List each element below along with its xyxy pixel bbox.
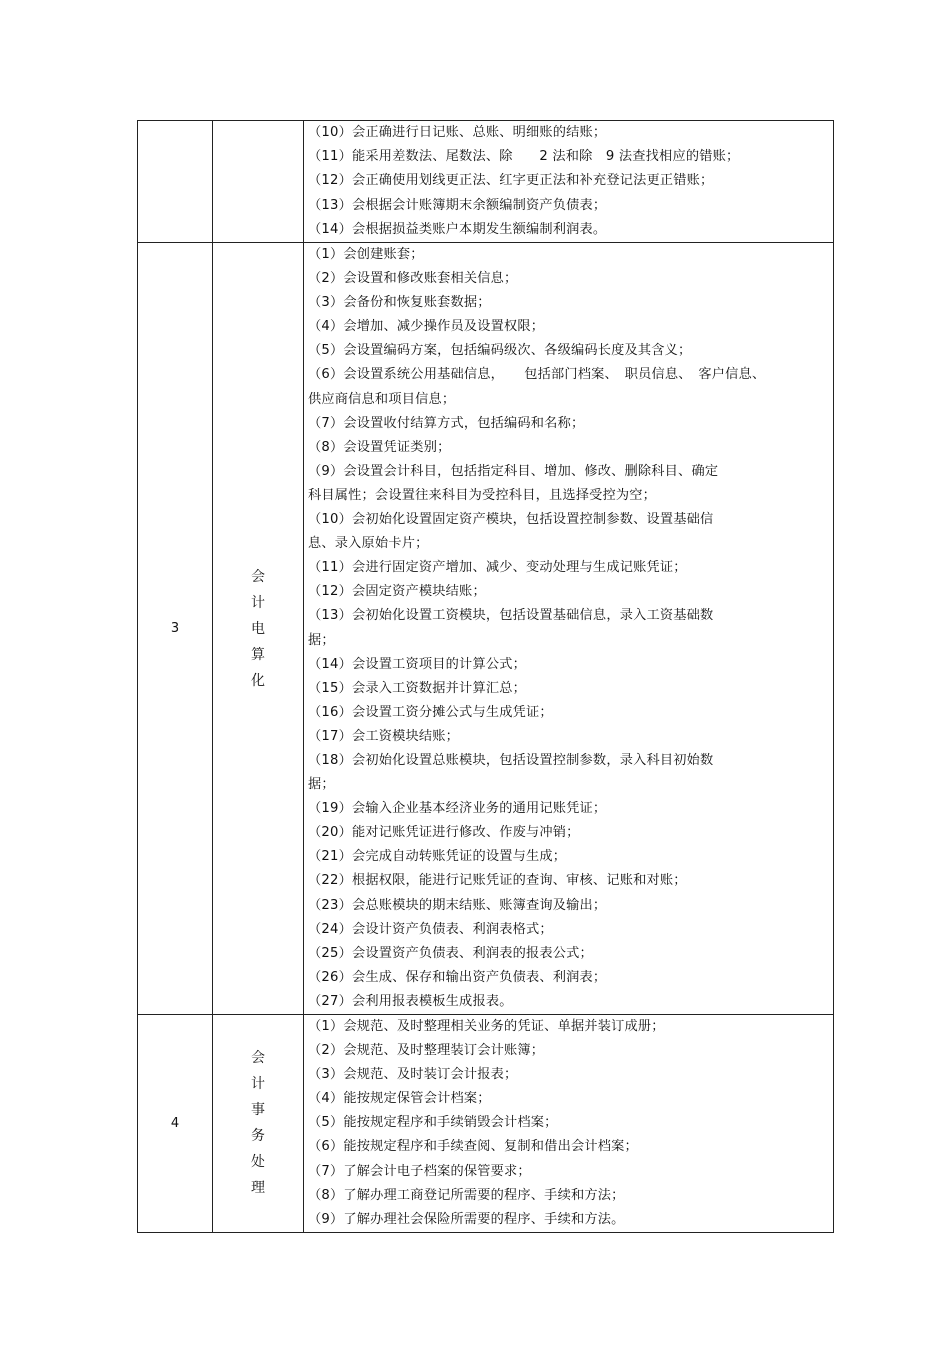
item-line: （4）会增加、减少操作员及设置权限； bbox=[308, 319, 545, 335]
item-line: （2）会规范、及时整理装订会计账簿； bbox=[308, 1043, 545, 1059]
row-items bbox=[304, 1015, 834, 1233]
item-line: （19）会输入企业基本经济业务的通用记账凭证； bbox=[308, 801, 607, 817]
topic-char: 理 bbox=[251, 1180, 265, 1197]
row-number bbox=[138, 121, 213, 243]
row-topic bbox=[213, 243, 304, 1015]
item-line: （9）了解办理社会保险所需要的程序、手续和方法。 bbox=[308, 1211, 625, 1227]
item-line: 据； bbox=[308, 632, 335, 648]
topic-char: 计 bbox=[251, 594, 265, 611]
item-line: （8）了解办理工商登记所需要的程序、手续和方法； bbox=[308, 1187, 625, 1203]
topic-char: 计 bbox=[251, 1076, 265, 1093]
item-line: 据； bbox=[308, 777, 335, 793]
row-items bbox=[304, 121, 834, 243]
item-line: （26）会生成、保存和输出资产负债表、利润表； bbox=[308, 969, 607, 985]
item-line: （6）会设置系统公用基础信息， 包括部门档案、 职员信息、 客户信息、 bbox=[308, 367, 766, 383]
row-number: 4 bbox=[138, 1015, 213, 1233]
topic-char: 务 bbox=[251, 1128, 265, 1145]
item-line: （3）会备份和恢复账套数据； bbox=[308, 295, 491, 311]
item-line: （10）会正确进行日记账、总账、明细账的结账； bbox=[308, 125, 607, 141]
topic-char: 会 bbox=[251, 568, 265, 585]
item-line: 息、录入原始卡片； bbox=[308, 536, 429, 552]
item-line: （1）会创建账套； bbox=[308, 247, 424, 262]
table-row-4 bbox=[138, 1015, 834, 1233]
item-line: （14）会根据损益类账户本期发生额编制利润表。 bbox=[308, 221, 607, 237]
item-line: （7）了解会计电子档案的保管要求； bbox=[308, 1163, 531, 1179]
item-line: （8）会设置凭证类别； bbox=[308, 439, 451, 455]
item-line: （11）能采用差数法、尾数法、除 2 法和除 9 法查找相应的错账； bbox=[308, 149, 740, 165]
item-line: （22）根据权限，能进行记账凭证的查询、审核、记账和对账； bbox=[308, 873, 687, 889]
row-topic bbox=[213, 121, 304, 243]
topic-char: 化 bbox=[251, 672, 265, 689]
item-line: （6）能按规定程序和手续查阅、复制和借出会计档案； bbox=[308, 1139, 638, 1155]
topic-char: 算 bbox=[251, 646, 265, 663]
item-line: （11）会进行固定资产增加、减少、变动处理与生成记账凭证； bbox=[308, 560, 687, 576]
item-line: （5）能按规定程序和手续销毁会计档案； bbox=[308, 1115, 558, 1131]
item-line: （3）会规范、及时装订会计报表； bbox=[308, 1067, 518, 1083]
item-line: （7）会设置收付结算方式，包括编码和名称； bbox=[308, 415, 585, 431]
item-line: （13）会初始化设置工资模块，包括设置基础信息，录入工资基础数 bbox=[308, 608, 714, 624]
topic-char: 事 bbox=[251, 1102, 265, 1119]
item-line: （12）会固定资产模块结账； bbox=[308, 584, 486, 600]
item-line: （21）会完成自动转账凭证的设置与生成； bbox=[308, 849, 567, 865]
item-line: （23）会总账模块的期末结账、账簿查询及输出； bbox=[308, 897, 607, 913]
item-line: （1）会规范、及时整理相关业务的凭证、单据并装订成册； bbox=[308, 1019, 665, 1034]
row-items bbox=[304, 243, 834, 1015]
item-line: （9）会设置会计科目，包括指定科目、增加、修改、删除科目、确定 bbox=[308, 463, 719, 479]
topic-char: 处 bbox=[251, 1154, 265, 1171]
item-line: （16）会设置工资分摊公式与生成凭证； bbox=[308, 704, 553, 720]
topic-char: 会 bbox=[251, 1050, 265, 1067]
item-line: （2）会设置和修改账套相关信息； bbox=[308, 271, 518, 287]
item-line: （4）能按规定保管会计档案； bbox=[308, 1091, 491, 1107]
item-line: （14）会设置工资项目的计算公式； bbox=[308, 656, 526, 672]
item-line: （18）会初始化设置总账模块，包括设置控制参数，录入科目初始数 bbox=[308, 752, 714, 768]
item-line: （24）会设计资产负债表、利润表格式； bbox=[308, 921, 553, 937]
item-line: （12）会正确使用划线更正法、红字更正法和补充登记法更正错账； bbox=[308, 173, 714, 189]
table-row-continued bbox=[138, 121, 834, 243]
row-number: 3 bbox=[138, 243, 213, 1015]
item-line: （5）会设置编码方案，包括编码级次、各级编码长度及其含义； bbox=[308, 343, 692, 359]
row-topic bbox=[213, 1015, 304, 1233]
item-line: （13）会根据会计账簿期末余额编制资产负债表； bbox=[308, 197, 607, 213]
skills-table bbox=[137, 120, 834, 1233]
topic-char: 电 bbox=[251, 620, 265, 637]
item-line: （20）能对记账凭证进行修改、作废与冲销； bbox=[308, 825, 580, 841]
item-line: （10）会初始化设置固定资产模块，包括设置控制参数、设置基础信 bbox=[308, 512, 714, 528]
item-line: （27）会利用报表模板生成报表。 bbox=[308, 993, 513, 1009]
item-line: 科目属性；会设置往来科目为受控科目，且选择受控为空； bbox=[308, 487, 657, 503]
item-line: 供应商信息和项目信息； bbox=[308, 391, 456, 407]
item-line: （17）会工资模块结账； bbox=[308, 728, 460, 744]
table-row-3 bbox=[138, 243, 834, 1015]
item-line: （15）会录入工资数据并计算汇总； bbox=[308, 680, 526, 696]
item-line: （25）会设置资产负债表、利润表的报表公式； bbox=[308, 945, 593, 961]
